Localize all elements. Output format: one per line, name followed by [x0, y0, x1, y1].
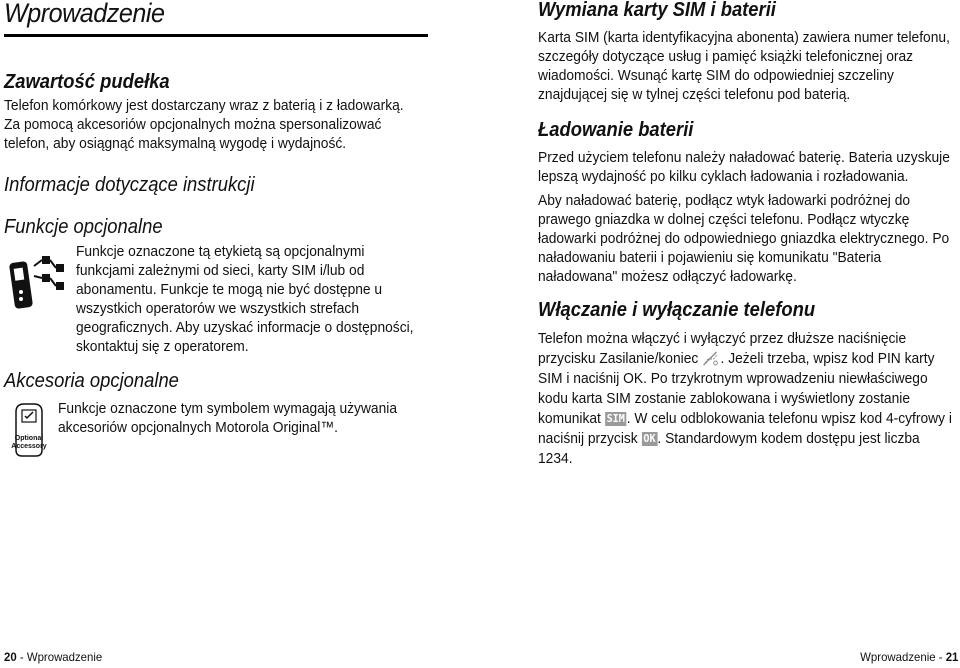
optional-accessories-heading: Akcesoria opcjonalne	[4, 370, 179, 392]
charging-text-2: Aby naładować baterię, podłącz wtyk ładowarki podróżnej do prawego gniazdka w dolnej części telefonu. Podłącz wtyczkę ładowarki podróżnej do odpowiedniego gniazdka elektrycznego. Po naładowaniu baterii i pojawieniu się komunikatu "Bateria naładowana" możesz odłączyć ładowarkę.	[538, 192, 950, 285]
right-page-number: 21	[945, 650, 958, 664]
power-text-d: . Standardowym kodem dostępu jest liczba 1234.	[538, 430, 920, 467]
box-contents-text: Telefon komórkowy jest dostarczany wraz z baterią i z ładowarką. Za pomocą akcesoriów opcjonalnych można spersonalizować telefon, aby osiągnąć maksymalną wygodę i wydajność.	[4, 97, 404, 152]
power-text-a: Telefon można włączyć i wyłączyć przez dłuższe naciśnięcie przycisku Zasilanie/koniec	[538, 330, 907, 367]
page-title: Wprowadzenie	[4, 0, 165, 28]
title-rule	[4, 34, 428, 37]
sim-text: Karta SIM (karta identyfikacyjna abonenta) zawiera numer telefonu, szczegóły dotyczące usług i pamięć książki telefonicznej oraz wiadomości. Wsunąć kartę SIM do odpowiedniej szczeliny znajdującej się w tylnej części telefonu pod baterią.	[538, 29, 950, 103]
sim-heading: Wymiana karty SIM i baterii	[538, 0, 776, 21]
optional-accessory-icon	[10, 398, 48, 458]
optional-features-text: Funkcje oznaczone tą etykietą są opcjonalnymi funkcjami zależnymi od sieci, karty SIM i/lub od abonamentu. Funkcje te mogą nie być dostępne u wszystkich operatorów we wszystkich strefach geograficznych. Aby uzyskać informacje o dostępności, skontaktuj się z operatorem.	[76, 243, 414, 355]
right-footer-section: Wprowadzenie	[859, 650, 936, 664]
left-page-number: 20	[4, 650, 17, 664]
power-text-b: . Jeżeli trzeba, wpisz kod PIN karty SIM i naciśnij OK. Po trzykrotnym wprowadzeniu niewłaściwego kodu karta SIM zostanie zablokowana i wyświetlony zostanie komunikat	[538, 350, 935, 427]
power-heading: Włączanie i wyłączanie telefonu	[538, 299, 816, 321]
left-footer	[4, 650, 102, 664]
ok-key-label: OK	[643, 432, 656, 445]
right-footer-separator: -	[935, 650, 946, 664]
charging-text-1: Przed użyciem telefonu należy naładować baterię. Bateria uzyskuje lepszą wydajność po kilku cyklach ładowania i rozładowania.	[538, 149, 950, 185]
right-footer	[860, 650, 958, 664]
network-feature-icon	[6, 252, 68, 320]
optional-accessories-text: Funkcje oznaczone tym symbolem wymagają używania akcesoriów opcjonalnych Motorola Original™.	[58, 400, 398, 436]
left-footer-separator: -	[16, 650, 27, 664]
left-footer-section: Wprowadzenie	[26, 650, 103, 664]
sim-message-label: SIM	[606, 412, 625, 425]
box-contents-heading: Zawartość pudełka	[4, 71, 170, 93]
charging-heading: Ładowanie baterii	[538, 119, 694, 141]
accessory-icon-label-2: Accessory	[11, 443, 47, 450]
optional-features-heading: Funkcje opcjonalne	[4, 216, 163, 238]
power-end-key-icon	[702, 350, 720, 368]
instructions-heading: Informacje dotyczące instrukcji	[4, 174, 255, 196]
power-text-c: . W celu odblokowania telefonu wpisz kod 4-cyfrowy i naciśnij przycisk	[538, 410, 952, 447]
power-text	[538, 329, 958, 469]
accessory-icon-label-1: Optional	[14, 435, 44, 442]
